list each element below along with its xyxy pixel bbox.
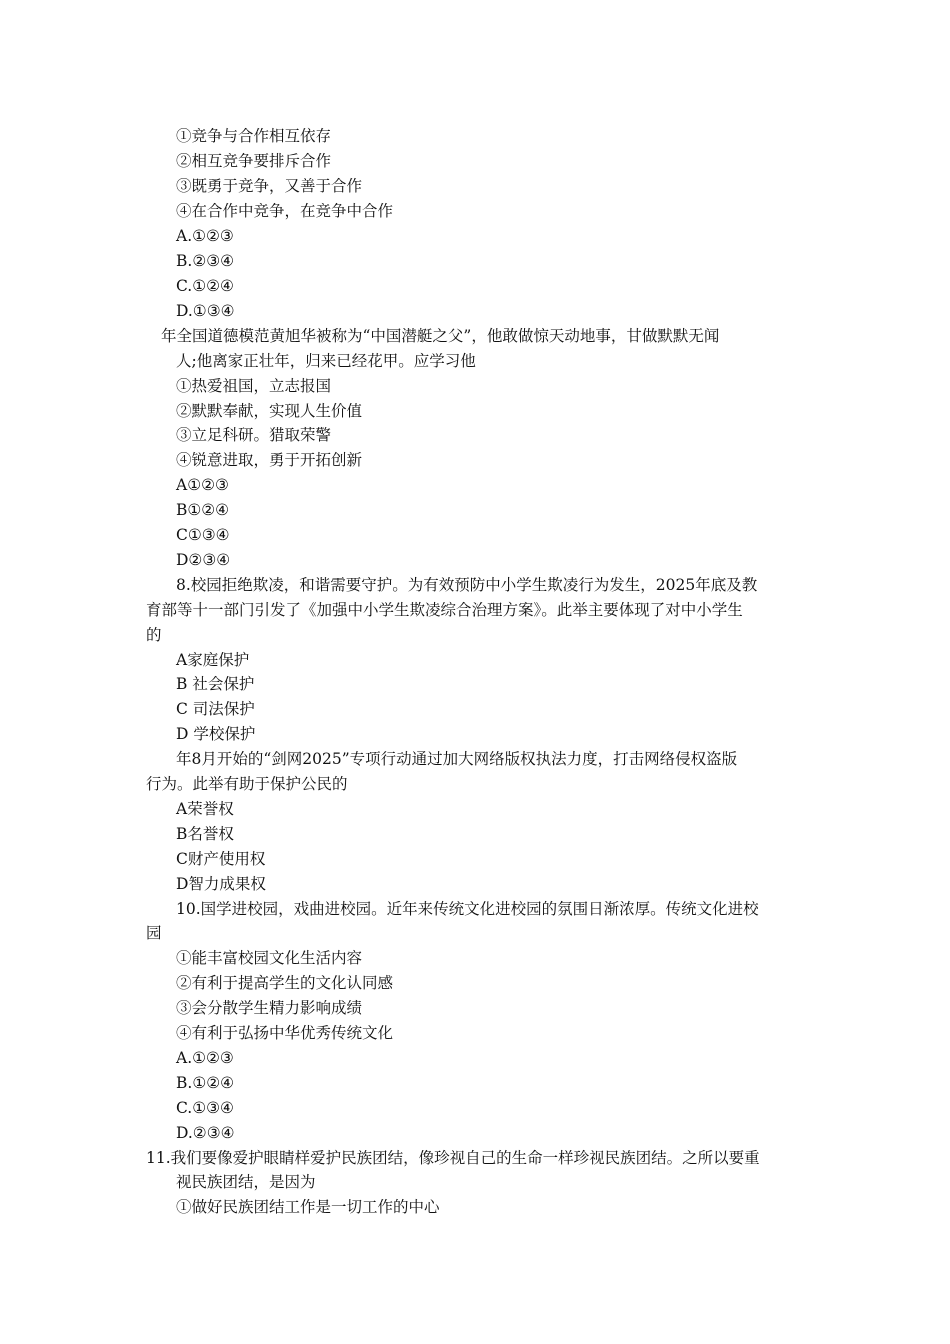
q9-choice-c: C财产使用权 bbox=[176, 850, 266, 868]
q9-choice-a: A荣誉权 bbox=[176, 800, 234, 818]
q7-option-2: ②默默奉献，实现人生价值 bbox=[176, 402, 363, 420]
q10-option-3: ③会分散学生精力影响成绩 bbox=[176, 999, 363, 1017]
q8-stem-line-1: 8.校园拒绝欺凌，和谐需要守护。为有效预防中小学生欺凌行为发生，2025年底及教 bbox=[176, 576, 758, 594]
q7-stem-line-1: 年全国道德模范黄旭华被称为“中国潜艇之父”，他敢做惊天动地事，甘做默默无闻 bbox=[161, 327, 720, 345]
q6-option-1: ①竞争与合作相互依存 bbox=[176, 127, 332, 145]
q10-stem-line-1: 10.国学进校园，戏曲进校园。近年来传统文化进校园的氛围日渐浓厚。传统文化进校 bbox=[176, 900, 759, 918]
q11-option-1: ①做好民族团结工作是一切工作的中心 bbox=[176, 1198, 440, 1216]
q6-option-4: ④在合作中竞争，在竞争中合作 bbox=[176, 202, 394, 220]
q11-stem-line-2: 视民族团结，是因为 bbox=[176, 1173, 316, 1191]
q6-option-2: ②相互竞争要排斥合作 bbox=[176, 152, 332, 170]
q7-stem-line-2: 人;他离家正壮年，归来已经花甲。应学习他 bbox=[176, 352, 476, 370]
q8-choice-a: A家庭保护 bbox=[176, 651, 250, 669]
q7-option-1: ①热爱祖国，立志报国 bbox=[176, 377, 332, 395]
q10-choice-b: B.①②④ bbox=[176, 1074, 235, 1092]
q7-choice-b: B①②④ bbox=[176, 501, 230, 519]
q7-option-3: ③立足科研。猎取荣警 bbox=[176, 426, 332, 444]
q10-choice-d: D.②③④ bbox=[176, 1124, 235, 1142]
q6-choice-b: B.②③④ bbox=[176, 252, 235, 270]
q10-option-2: ②有利于提高学生的文化认同感 bbox=[176, 974, 394, 992]
q9-stem-line-1: 年8月开始的“剑网2025”专项行动通过加大网络版权执法力度，打击网络侵权盗版 bbox=[176, 750, 738, 768]
q10-stem-line-2: 园 bbox=[146, 924, 162, 942]
q6-option-3: ③既勇于竞争，又善于合作 bbox=[176, 177, 363, 195]
q9-choice-d: D智力成果权 bbox=[176, 875, 266, 893]
q10-choice-a: A.①②③ bbox=[176, 1049, 234, 1067]
q6-choice-c: C.①②④ bbox=[176, 277, 234, 295]
q8-stem-line-3: 的 bbox=[146, 626, 162, 644]
q7-choice-c: C①③④ bbox=[176, 526, 230, 544]
q9-stem-line-2: 行为。此举有助于保护公民的 bbox=[146, 775, 348, 793]
q9-choice-b: B名誉权 bbox=[176, 825, 234, 843]
q8-stem-line-2: 育部等十一部门引发了《加强中小学生欺凌综合治理方案》。此举主要体现了对中小学生 bbox=[146, 601, 743, 619]
q7-option-4: ④锐意进取，勇于开拓创新 bbox=[176, 451, 363, 469]
q10-option-1: ①能丰富校园文化生活内容 bbox=[176, 949, 363, 967]
q11-stem-line-1: 11.我们要像爱护眼睛样爱护民族团结，像珍视自己的生命一样珍视民族团结。之所以要重 bbox=[146, 1149, 760, 1167]
q6-choice-a: A.①②③ bbox=[176, 227, 234, 245]
q10-choice-c: C.①③④ bbox=[176, 1099, 234, 1117]
q6-choice-d: D.①③④ bbox=[176, 302, 235, 320]
q8-choice-c: C 司法保护 bbox=[176, 700, 255, 718]
q8-choice-b: B 社会保护 bbox=[176, 675, 255, 693]
q10-option-4: ④有利于弘扬中华优秀传统文化 bbox=[176, 1024, 394, 1042]
q8-choice-d: D 学校保护 bbox=[176, 725, 256, 743]
q7-choice-d: D②③④ bbox=[176, 551, 231, 569]
q7-choice-a: A①②③ bbox=[176, 476, 229, 494]
